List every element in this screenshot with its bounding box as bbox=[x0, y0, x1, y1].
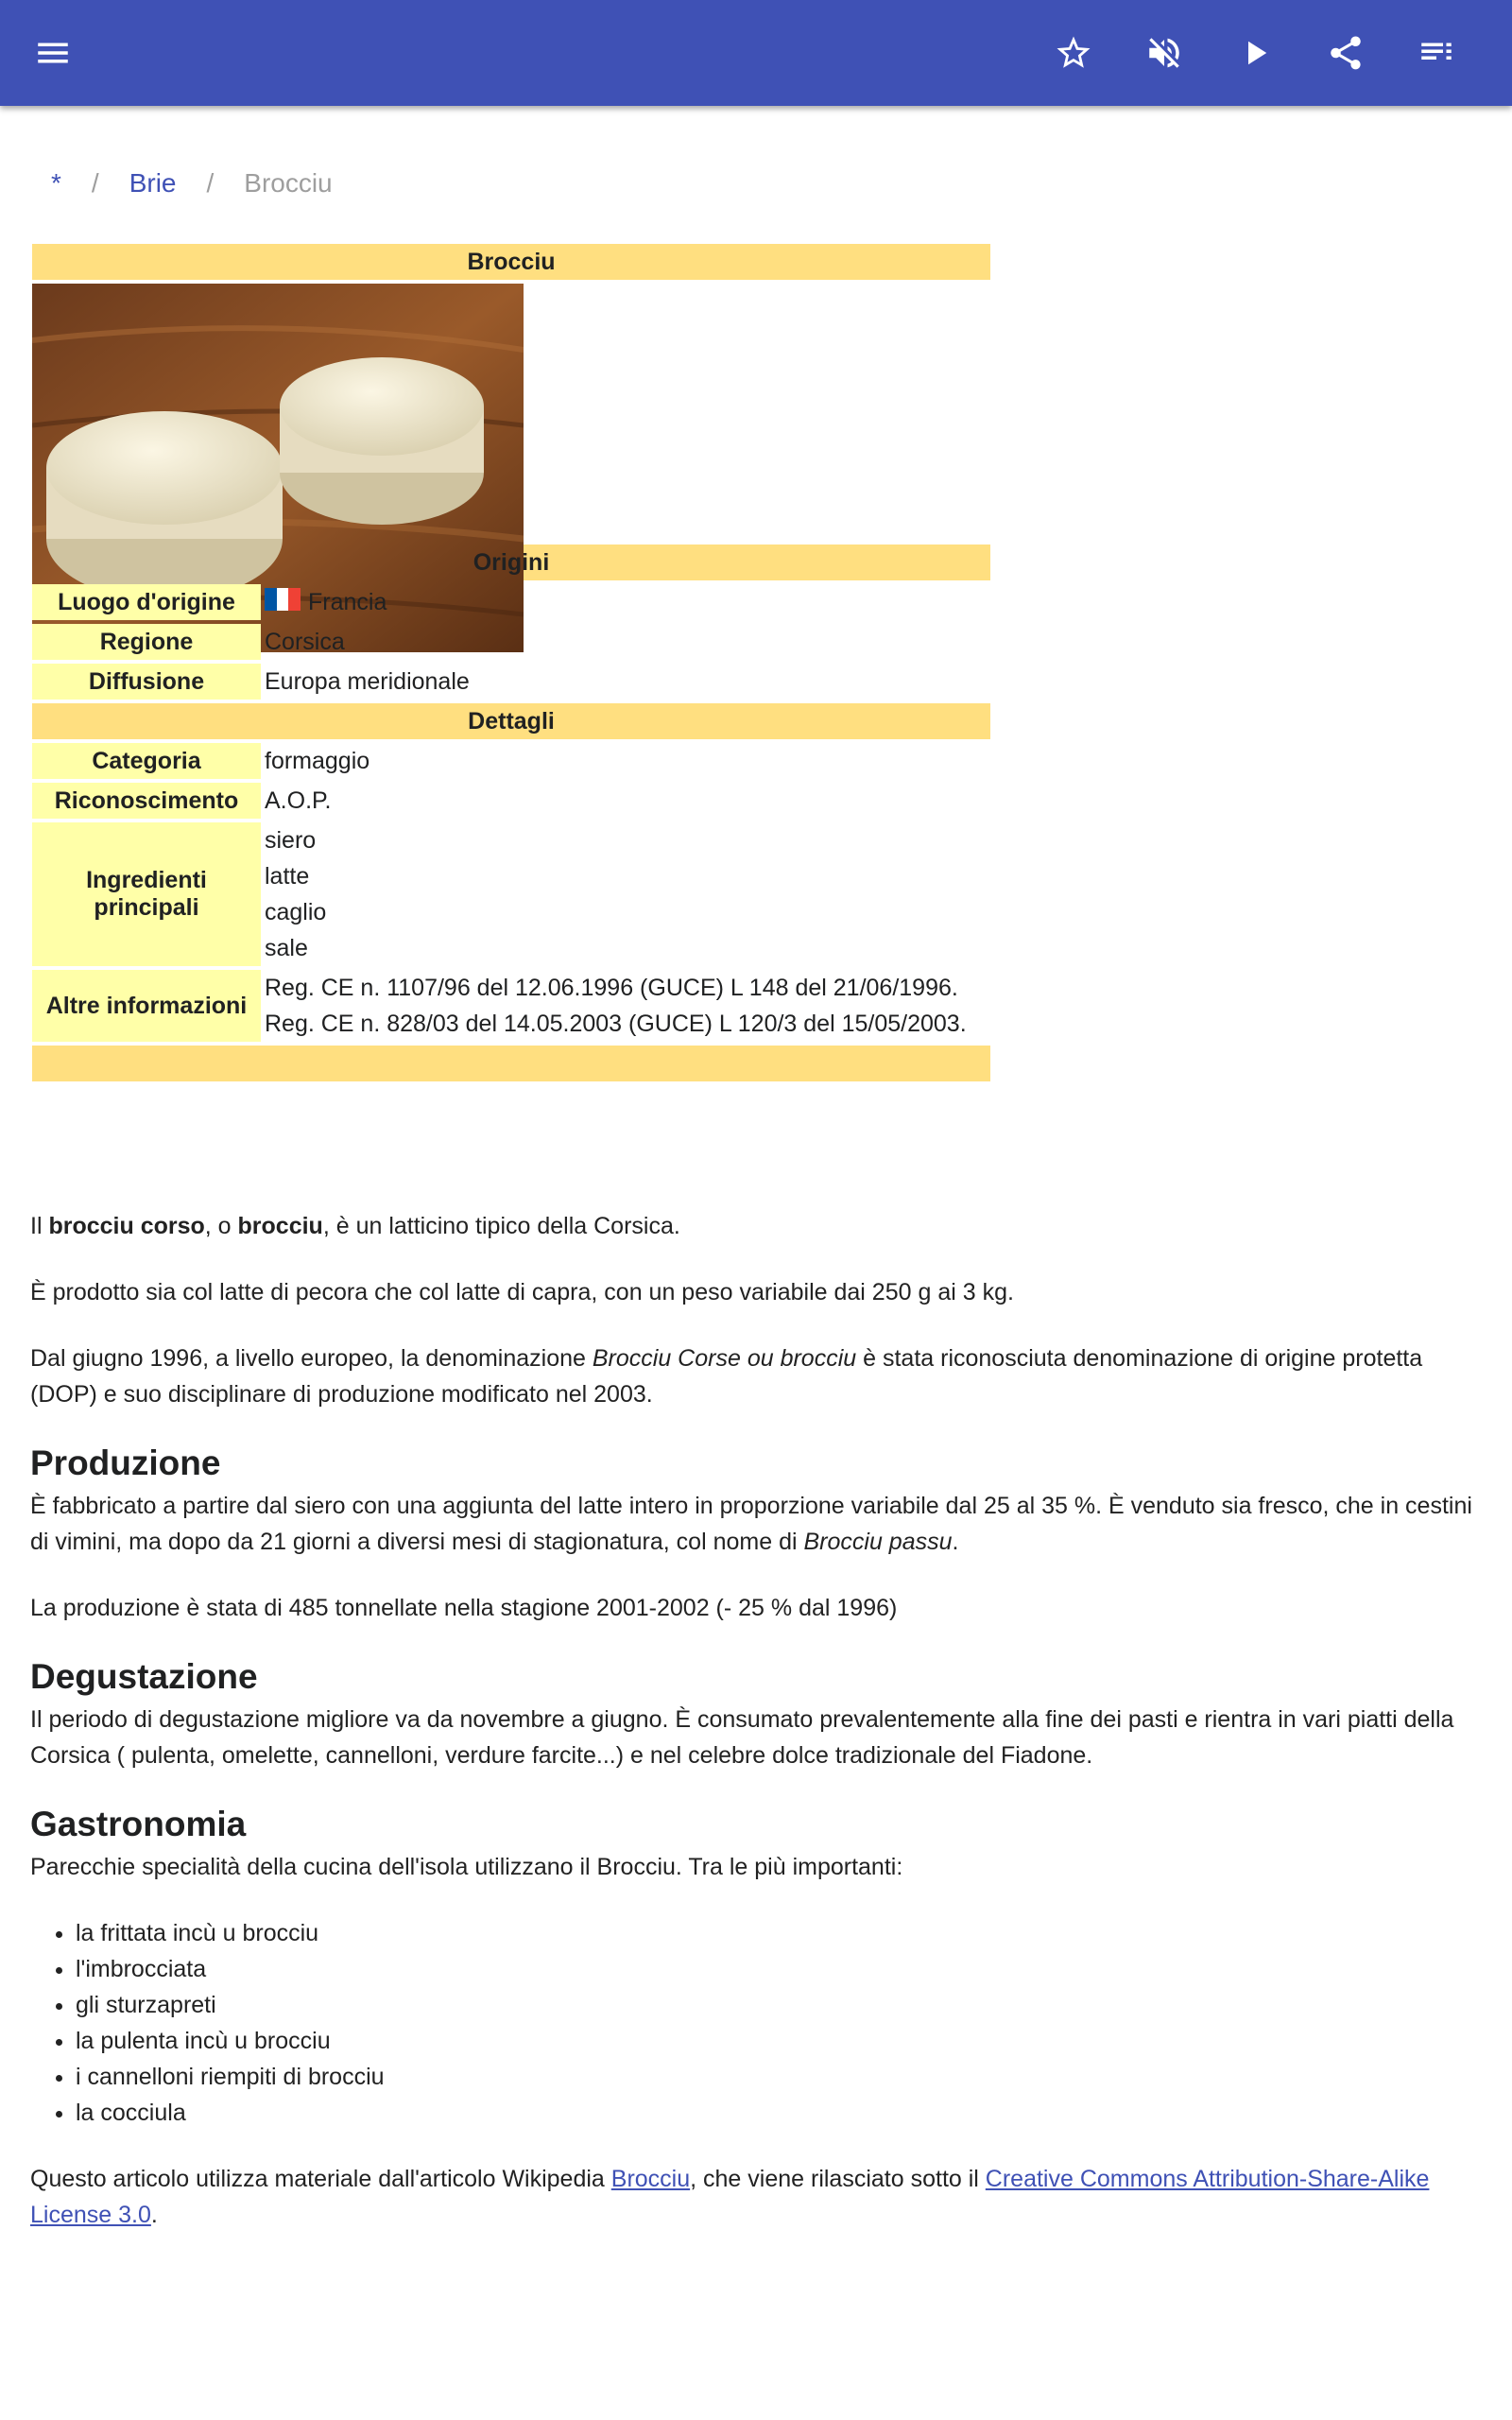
attribution-text: . bbox=[150, 2202, 158, 2228]
paragraph-production bbox=[30, 1488, 1486, 1560]
section-origins: Origini bbox=[32, 544, 990, 580]
infobox bbox=[32, 244, 990, 1081]
france-flag-icon bbox=[265, 585, 301, 608]
production-italic: Brocciu passu bbox=[803, 1529, 953, 1555]
ingredient-item[interactable]: caglio bbox=[265, 899, 327, 925]
list-item: • la pulenta incù u brocciu bbox=[76, 2023, 1486, 2059]
infobox-row-recognition bbox=[32, 783, 990, 819]
star-outline-icon bbox=[1054, 33, 1093, 73]
intro-text: Il bbox=[30, 1213, 49, 1239]
attribution-text: Questo articolo utilizza materiale dall'articolo Wikipedia bbox=[30, 2166, 611, 2192]
infobox-row-category bbox=[32, 743, 990, 779]
infobox-title: Brocciu bbox=[32, 244, 990, 280]
paragraph-dop bbox=[30, 1340, 1486, 1412]
intro-paragraph bbox=[30, 1208, 1486, 1244]
recognition-value[interactable]: A.O.P. bbox=[265, 787, 332, 814]
paragraph-tasting: Il periodo di degustazione migliore va da novembre a giugno. È consumato prevalentemente alla fine dei pasti e rientra in vari piatti della Corsica ( pulenta, omelette, cannelloni, verdure farcite...) e nel celebre dolce tradizionale del Fiadone. bbox=[30, 1706, 1454, 1769]
production-text: . bbox=[952, 1529, 959, 1555]
ingredients-label: Ingredienti principali bbox=[32, 822, 261, 966]
paragraph-milk: È prodotto sia col latte di pecora che col latte di capra, con un peso variabile dai 250 g ai 3 kg. bbox=[30, 1279, 1014, 1305]
infobox-footer-bar bbox=[32, 1046, 990, 1081]
menu-icon bbox=[33, 33, 73, 73]
breadcrumb-separator: / bbox=[91, 168, 99, 198]
infobox-row-ingredients bbox=[32, 822, 990, 966]
infobox-row-spread bbox=[32, 664, 990, 700]
share-button[interactable] bbox=[1300, 0, 1391, 106]
region-value[interactable]: Corsica bbox=[265, 629, 345, 655]
other-label: Altre informazioni bbox=[32, 970, 261, 1042]
heading-production: Produzione bbox=[30, 1443, 221, 1482]
spread-label: Diffusione bbox=[32, 664, 261, 700]
playlist-icon bbox=[1417, 33, 1456, 73]
cheese-image[interactable] bbox=[32, 280, 990, 531]
other-value bbox=[261, 970, 967, 1042]
intro-bold: brocciu corso bbox=[48, 1213, 205, 1239]
heading-tasting: Degustazione bbox=[30, 1657, 258, 1696]
heading-gastronomy: Gastronomia bbox=[30, 1805, 247, 1843]
volume-off-icon bbox=[1144, 33, 1184, 73]
play-icon bbox=[1235, 33, 1275, 73]
section-details: Dettagli bbox=[32, 703, 990, 739]
attribution-text: , che viene rilasciato sotto il bbox=[690, 2166, 986, 2192]
attribution-paragraph bbox=[30, 2161, 1486, 2233]
dop-text: è stata riconosciuta denominazione di origine protetta (DOP) e suo disciplinare di produzione modificato nel 2003. bbox=[30, 1345, 1423, 1408]
menu-button[interactable] bbox=[8, 0, 98, 106]
dop-italic: Brocciu Corse ou brocciu bbox=[592, 1345, 857, 1372]
origin-label: Luogo d'origine bbox=[32, 584, 261, 620]
regulation-item: Reg. CE n. 828/03 del 14.05.2003 (GUCE) L 120/3 del 15/05/2003. bbox=[265, 1011, 967, 1037]
ingredient-item[interactable]: latte bbox=[265, 863, 310, 890]
app-bar bbox=[0, 0, 1512, 106]
regulation-item: Reg. CE n. 1107/96 del 12.06.1996 (GUCE) L 148 del 21/06/1996. bbox=[265, 975, 958, 1001]
category-label: Categoria bbox=[32, 743, 261, 779]
region-label: Regione bbox=[32, 624, 261, 660]
breadcrumb-parent[interactable]: Brie bbox=[129, 168, 177, 198]
paragraph-gastronomy: Parecchie specialità della cucina dell'isola utilizzano il Brocciu. Tra le più importanti: bbox=[30, 1854, 903, 1880]
license-link[interactable]: Creative Commons Attribution-Share-Alike License 3.0 bbox=[30, 2166, 1430, 2228]
intro-bold: brocciu bbox=[237, 1213, 323, 1239]
list-item: • la cocciula bbox=[76, 2095, 1486, 2131]
category-value[interactable]: formaggio bbox=[265, 748, 370, 774]
recognition-label: Riconoscimento bbox=[32, 783, 261, 819]
list-item: • gli sturzapreti bbox=[76, 1987, 1486, 2023]
list-item: • i cannelloni riempiti di brocciu bbox=[76, 2059, 1486, 2095]
intro-text: , è un latticino tipico della Corsica. bbox=[322, 1213, 680, 1239]
playlist-button[interactable] bbox=[1391, 0, 1482, 106]
list-item: • l'imbrocciata bbox=[76, 1951, 1486, 1987]
mute-button[interactable] bbox=[1119, 0, 1210, 106]
play-button[interactable] bbox=[1210, 0, 1300, 106]
breadcrumb bbox=[51, 168, 333, 199]
share-icon bbox=[1326, 33, 1366, 73]
origin-value-text[interactable]: Francia bbox=[308, 589, 387, 615]
article-body bbox=[30, 1208, 1486, 2263]
dishes-list bbox=[30, 1915, 1486, 2131]
wikipedia-link[interactable]: Brocciu bbox=[610, 2166, 691, 2192]
paragraph-output: La produzione è stata di 485 tonnellate nella stagione 2001-2002 (- 25 % dal 1996) bbox=[30, 1595, 898, 1621]
breadcrumb-root[interactable]: * bbox=[51, 168, 61, 198]
intro-text: , o bbox=[204, 1213, 238, 1239]
ingredients-value bbox=[261, 822, 326, 966]
origin-value bbox=[261, 584, 387, 620]
ingredient-item[interactable]: sale bbox=[265, 935, 308, 961]
spread-value: Europa meridionale bbox=[265, 668, 470, 695]
breadcrumb-current: Brocciu bbox=[244, 168, 333, 198]
favorite-button[interactable] bbox=[1028, 0, 1119, 106]
infobox-row-other bbox=[32, 970, 990, 1042]
breadcrumb-separator: / bbox=[206, 168, 215, 198]
list-item: • la frittata incù u brocciu bbox=[76, 1915, 1486, 1951]
production-text: È fabbricato a partire dal siero con una aggiunta del latte intero in proporzione variabile dal 25 al 35 %. È venduto sia fresco, che in cestini di vimini, ma dopo da 21 giorni a diversi mesi di stagionatura, col nome di bbox=[30, 1493, 1472, 1555]
dop-text: Dal giugno 1996, a livello europeo, la denominazione bbox=[30, 1345, 593, 1372]
ingredient-item[interactable]: siero bbox=[265, 827, 317, 854]
